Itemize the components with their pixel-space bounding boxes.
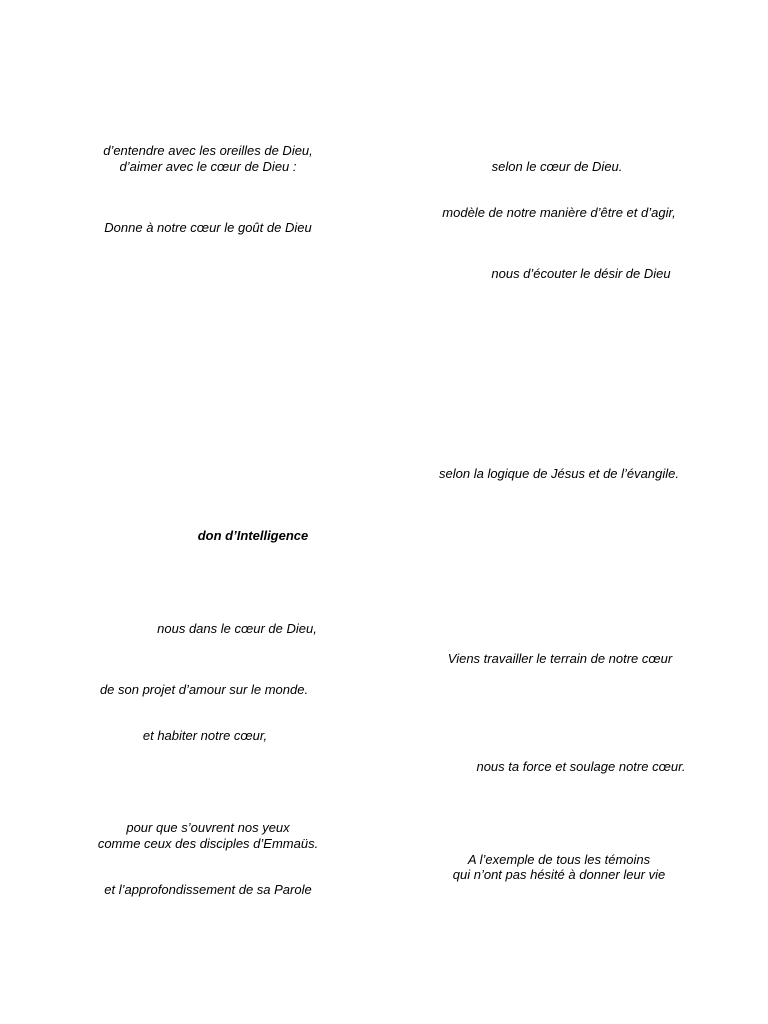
right-text-line: selon la logique de Jésus et de l’évangile. [439, 466, 679, 481]
right-text-line: nous ta force et soulage notre cœur. [476, 759, 686, 774]
right-text-line: modèle de notre manière d’être et d’agir, [442, 205, 676, 220]
left-text-line: pour que s’ouvrent nos yeux [126, 820, 290, 835]
left-text-line: Donne à notre cœur le goût de Dieu [104, 220, 312, 235]
left-text-line: de son projet d’amour sur le monde. [99, 682, 309, 697]
left-text-line: d’aimer avec le cœur de Dieu : [119, 159, 297, 174]
left-text-line: nous dans le cœur de Dieu, [157, 621, 317, 636]
right-text-line: A l’exemple de tous les témoins [467, 852, 651, 867]
left-text-line: d’entendre avec les oreilles de Dieu, [103, 143, 313, 158]
section-heading: don d’Intelligence [197, 528, 309, 543]
right-text-line: nous d’écouter le désir de Dieu [491, 266, 671, 281]
left-text-line: et habiter notre cœur, [142, 728, 268, 743]
right-text-line: selon le cœur de Dieu. [491, 159, 623, 174]
right-text-line: qui n’ont pas hésité à donner leur vie [452, 867, 666, 882]
left-text-line: et l’approfondissement de sa Parole [104, 882, 312, 897]
left-text-line: comme ceux des disciples d’Emmaüs. [97, 836, 319, 851]
right-text-line: Viens travailler le terrain de notre cœur [447, 651, 673, 666]
